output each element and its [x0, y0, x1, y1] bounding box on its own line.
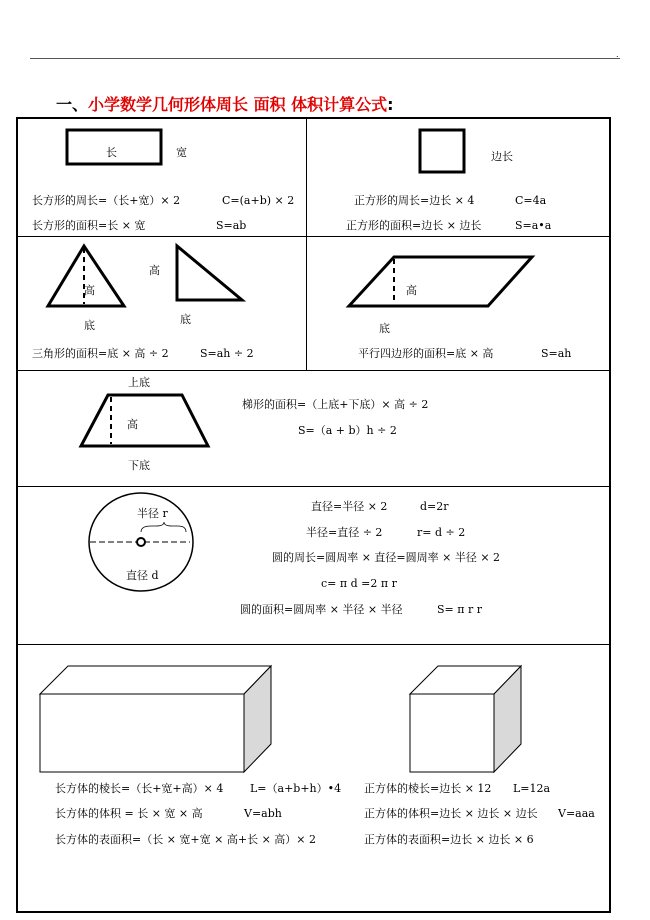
trapezoid-bottom-label: 下底: [128, 459, 150, 472]
cuboid-surface: 长方体的表面积=（长 × 宽+宽 × 高+长 × 高）× 2: [55, 833, 316, 846]
heading-suffix: :: [387, 95, 394, 114]
rectangle-length-label: 长: [106, 146, 117, 159]
trapezoid-area-formula: S=（a + b）h ÷ 2: [298, 424, 397, 437]
row-divider: [16, 486, 609, 487]
parallelogram-height-label: 高: [406, 284, 417, 297]
triangle-height-label: 高: [84, 284, 95, 297]
rectangle-perimeter: 长方形的周长=（长+宽）× 2: [32, 194, 181, 207]
square-perimeter-formula: C=4a: [515, 194, 547, 207]
column-divider: [306, 117, 307, 370]
cuboid-edge-formula: L=（a+b+h）•4: [250, 782, 342, 795]
cuboid-figure: [38, 664, 274, 776]
trapezoid-area: 梯形的面积=（上底+下底）× 高 ÷ 2: [242, 398, 429, 411]
section-heading: [56, 92, 394, 115]
circle-radius-label: 半径 r: [137, 507, 168, 520]
heading-prefix: 一、: [56, 95, 89, 114]
cuboid-volume: 长方体的体积 = 长 × 宽 × 高: [55, 807, 203, 820]
row-divider: [16, 370, 609, 371]
row-divider: [16, 236, 609, 237]
square-side-label: 边长: [491, 150, 513, 163]
right-triangle-height-label: 高: [149, 264, 160, 277]
circle-line1b: d=2r: [420, 500, 449, 513]
parallelogram-figure: [346, 254, 536, 310]
cube-edge-formula: L=12a: [513, 782, 551, 795]
rectangle-perimeter-formula: C=(a+b) × 2: [222, 194, 295, 207]
square-figure: [418, 128, 468, 176]
trapezoid-top-label: 上底: [128, 376, 150, 389]
parallelogram-area: 平行四边形的面积=底 × 高: [358, 347, 494, 360]
heading-title: 小学数学几何形体周长 面积 体积计算公式: [88, 95, 388, 114]
cube-figure: [408, 664, 524, 776]
rectangle-width-label: 宽: [176, 146, 187, 159]
cube-volume: 正方体的体积=边长 × 边长 × 边长: [364, 807, 538, 820]
page-mark: .: [616, 50, 619, 59]
circle-diameter-label: 直径 d: [126, 569, 159, 582]
cube-surface: 正方体的表面积=边长 × 边长 × 6: [364, 833, 534, 846]
cube-volume-formula: V=aaa: [558, 807, 595, 820]
right-triangle-figure: [174, 244, 246, 304]
triangle-base-label: 底: [84, 319, 95, 332]
square-area: 正方形的面积=边长 × 边长: [346, 219, 482, 232]
parallelogram-base-label: 底: [379, 322, 390, 335]
rectangle-area-formula: S=ab: [216, 219, 247, 232]
triangle-area: 三角形的面积=底 × 高 ÷ 2: [32, 347, 169, 360]
square-perimeter: 正方形的周长=边长 × 4: [354, 194, 475, 207]
parallelogram-area-formula: S=ah: [541, 347, 572, 360]
triangle-figure: [44, 244, 128, 310]
circle-line4: c= π d =2 π r: [321, 577, 397, 590]
right-triangle-base-label: 底: [180, 313, 191, 326]
circle-line2a: 半径=直径 ÷ 2: [306, 526, 383, 539]
rectangle-area: 长方形的面积=长 × 宽: [32, 219, 146, 232]
header-rule: [30, 58, 620, 59]
trapezoid-height-label: 高: [127, 418, 138, 431]
square-area-formula: S=a•a: [515, 219, 552, 232]
circle-line5a: 圆的面积=圆周率 × 半径 × 半径: [240, 603, 403, 616]
row-divider: [16, 644, 609, 645]
trapezoid-figure: [78, 392, 212, 450]
cube-edge: 正方体的棱长=边长 × 12: [364, 782, 492, 795]
cuboid-volume-formula: V=abh: [244, 807, 282, 820]
circle-line3: 圆的周长=圆周率 × 直径=圆周率 × 半径 × 2: [272, 551, 501, 564]
circle-line2b: r= d ÷ 2: [417, 526, 466, 539]
circle-line5b: S= π r r: [437, 603, 482, 616]
cuboid-edge: 长方体的棱长=（长+宽+高）× 4: [55, 782, 224, 795]
triangle-area-formula: S=ah ÷ 2: [200, 347, 254, 360]
circle-line1a: 直径=半径 × 2: [311, 500, 388, 513]
